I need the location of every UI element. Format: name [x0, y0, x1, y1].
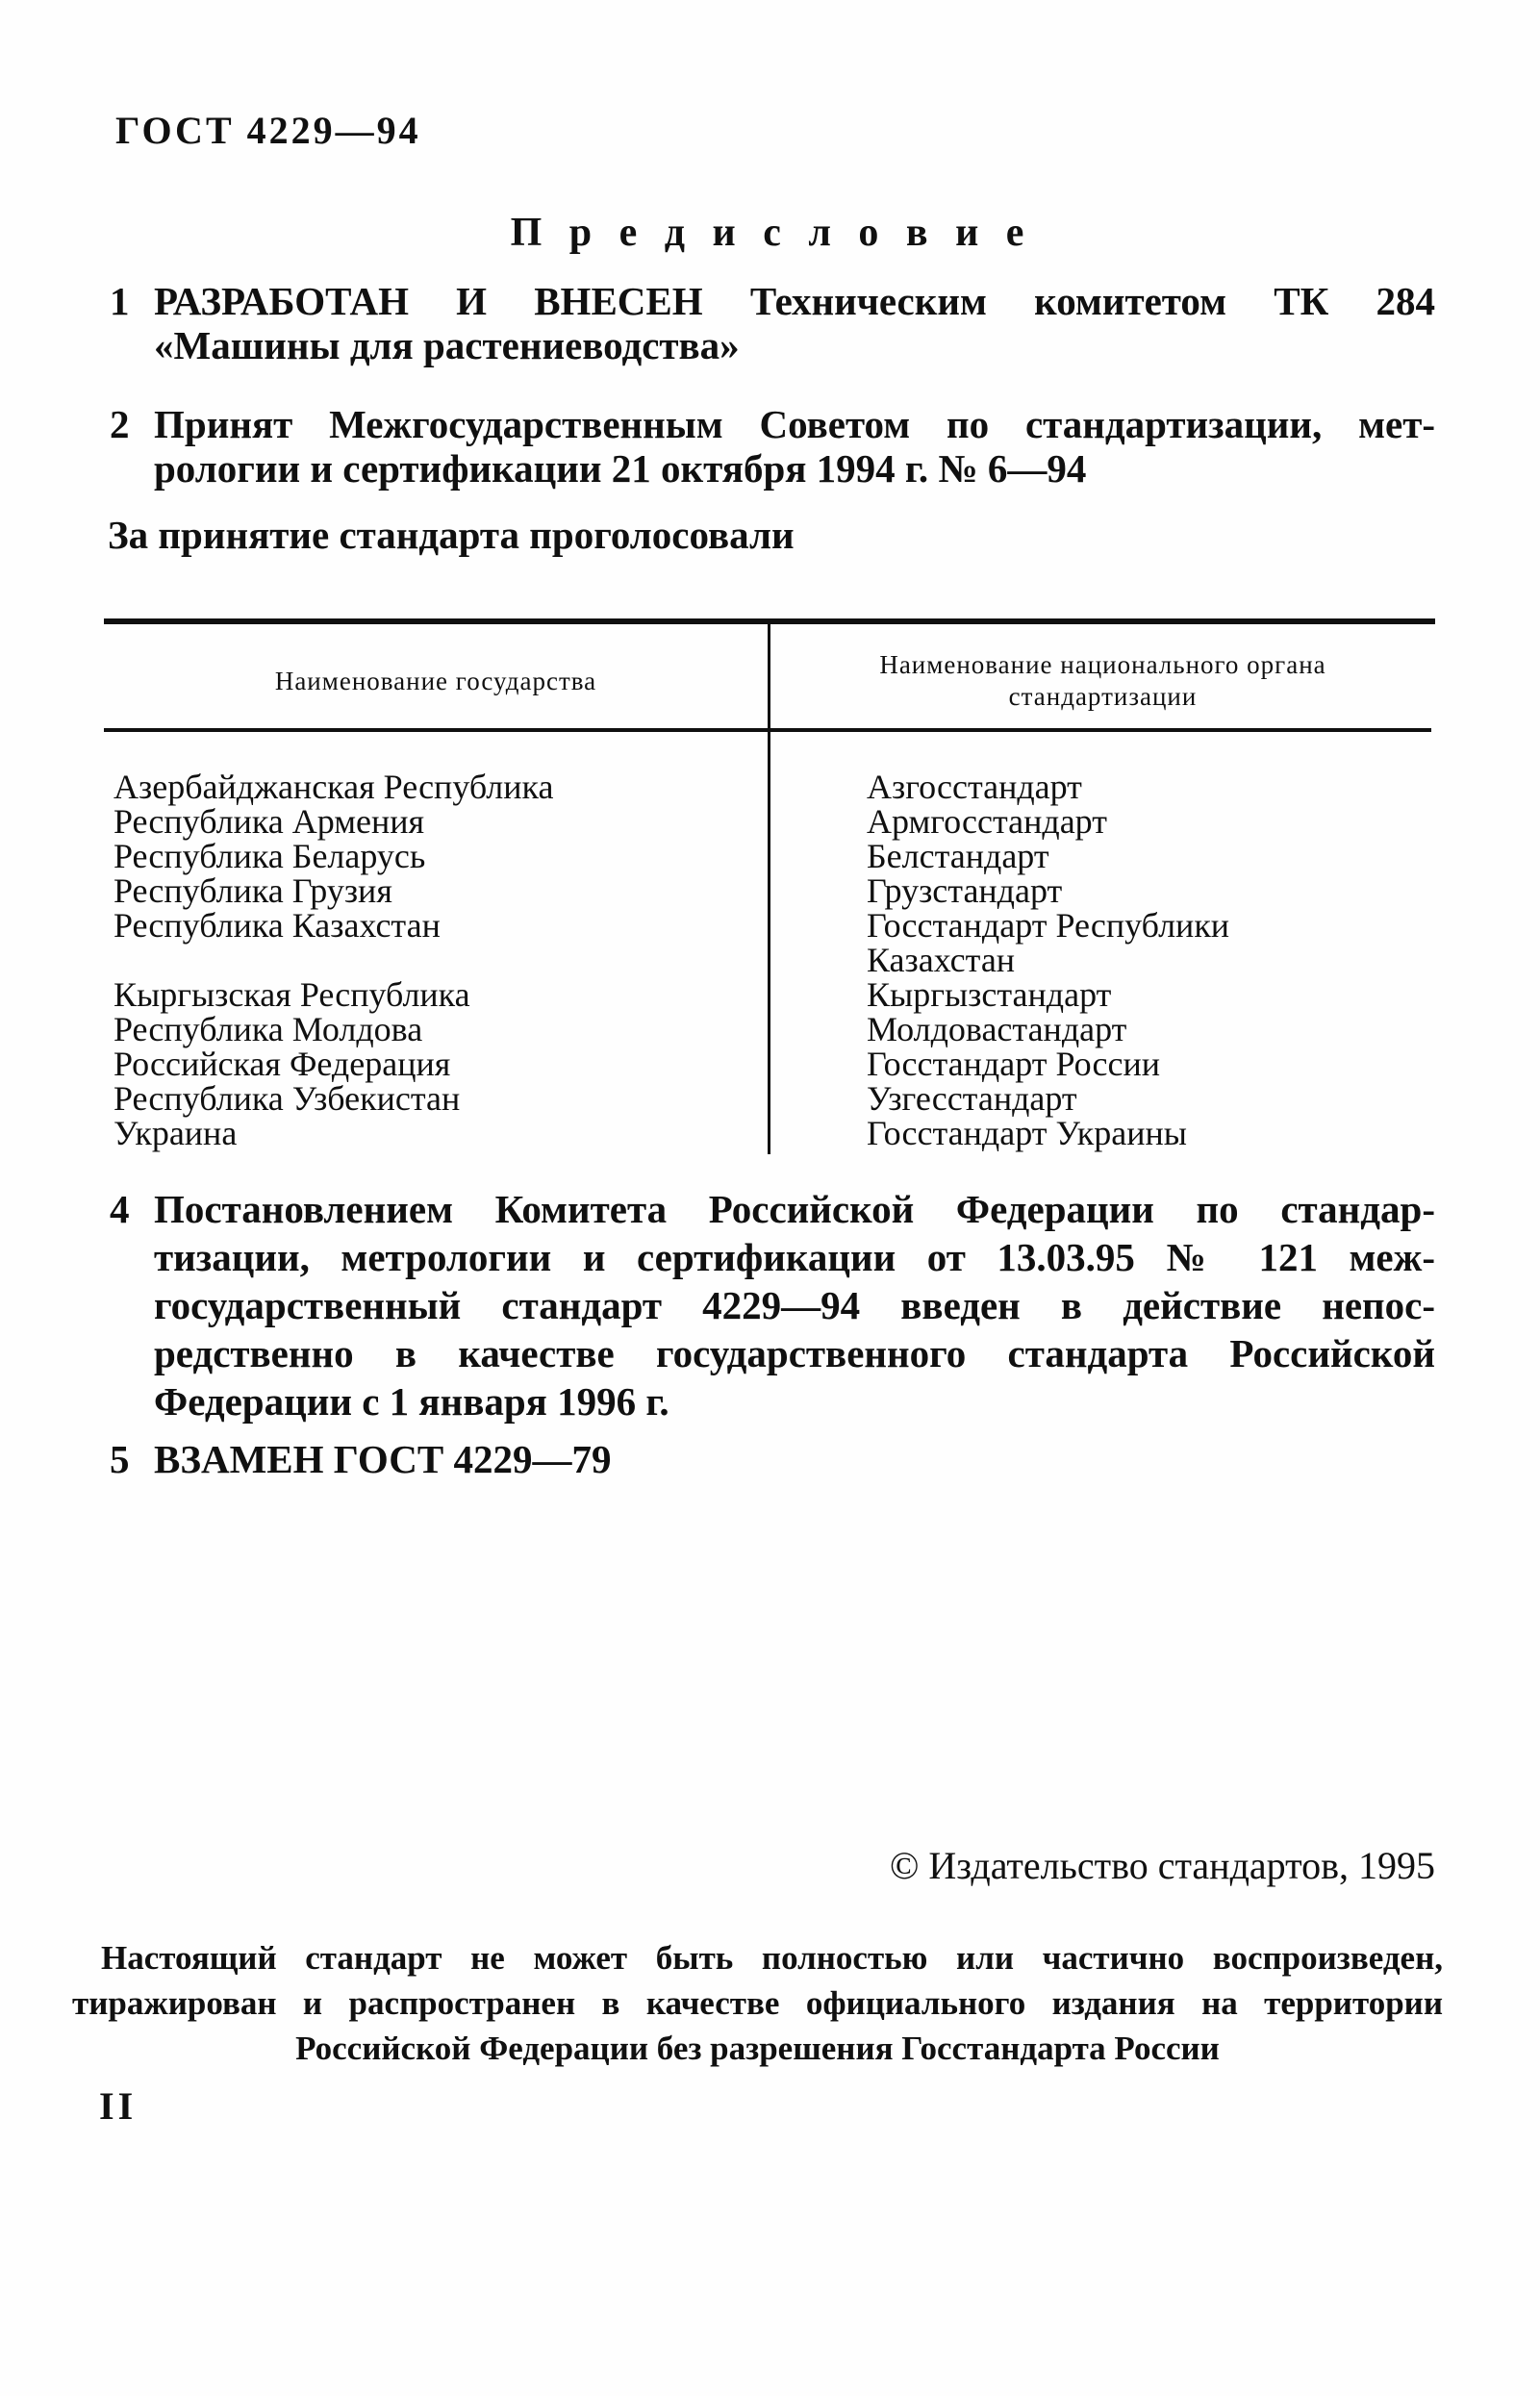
body-cell: Казахстан — [867, 941, 1016, 979]
country-cell: Украина — [114, 1114, 238, 1152]
item-number: 1 — [110, 279, 130, 323]
country-cell: Республика Казахстан — [114, 906, 441, 945]
table-header-body-line: Наименование национального органа — [879, 650, 1326, 679]
table-header-country: Наименование государства — [274, 667, 597, 695]
disclaimer-paragraph — [72, 1935, 1443, 2071]
country-cell: Российская Федерация — [114, 1045, 451, 1083]
country-cell: Республика Армения — [114, 802, 425, 841]
foreword-title: П р е д и с л о в и е — [510, 211, 1033, 255]
foreword-item-1 — [108, 279, 1435, 367]
country-cell — [104, 943, 769, 977]
table-row — [104, 804, 1435, 839]
country-cell: Республика Молдова — [114, 1010, 423, 1048]
item-line: редственно в качестве государственного стандарта Российской — [154, 1331, 1435, 1375]
body-cell: Молдовастандарт — [867, 1010, 1127, 1048]
body-cell: Белстандарт — [867, 837, 1049, 875]
body-cell: Госстандарт России — [867, 1045, 1160, 1083]
standards-table-body — [104, 769, 1435, 1150]
table-row — [104, 908, 1435, 943]
table-header-body-line: стандартизации — [1008, 682, 1198, 711]
foreword-item-5 — [108, 1437, 1435, 1481]
country-cell: Азербайджанская Республика — [114, 768, 554, 806]
table-row — [104, 1081, 1435, 1116]
item-line: рологии и сертификации 21 октября 1994 г. № 6—94 — [154, 446, 1087, 491]
body-cell: Грузстандарт — [867, 871, 1063, 910]
item-line: «Машины для растениеводства» — [154, 323, 740, 367]
disclaimer-line: тиражирован и распространен в качестве официального издания на территории — [72, 1984, 1443, 2022]
disclaimer-line: Настоящий стандарт не может быть полностью или частично воспроизведен, — [101, 1939, 1443, 1977]
body-cell: Госстандарт Республики — [867, 906, 1230, 945]
item-line: ВЗАМЕН ГОСТ 4229—79 — [154, 1437, 612, 1481]
table-row — [104, 873, 1435, 908]
body-cell: Госстандарт Украины — [867, 1114, 1187, 1152]
disclaimer-line: Российской Федерации без разрешения Госстандарта России — [295, 2030, 1220, 2067]
item-line: Федерации с 1 января 1996 г. — [154, 1379, 669, 1424]
voting-heading: За принятие стандарта проголосовали — [108, 513, 795, 557]
foreword-item-2 — [108, 402, 1435, 491]
item-line: РАЗРАБОТАН И ВНЕСЕН Техническим комитетом ТК 284 — [154, 279, 1435, 323]
table-header-body — [770, 643, 1435, 713]
copyright-line: © Издательство стандартов, 1995 — [889, 1844, 1435, 1887]
item-number: 4 — [110, 1187, 130, 1231]
item-line: тизации, метрологии и сертификации от 13.03.95 № 121 меж- — [154, 1235, 1435, 1279]
item-line: Постановлением Комитета Российской Федерации по стандар- — [154, 1187, 1435, 1231]
country-cell: Республика Беларусь — [114, 837, 426, 875]
country-cell: Республика Грузия — [114, 871, 392, 910]
body-cell: Узгесстандарт — [867, 1079, 1077, 1118]
body-cell: Армгосстандарт — [867, 802, 1107, 841]
item-number: 2 — [110, 402, 130, 446]
table-row — [104, 839, 1435, 873]
table-row — [104, 1116, 1435, 1150]
item-line: Принят Межгосударственным Советом по стандартизации, мет- — [154, 402, 1435, 446]
country-cell: Республика Узбекистан — [114, 1079, 461, 1118]
foreword-item-4 — [108, 1185, 1435, 1425]
body-cell: Азгосстандарт — [867, 768, 1082, 806]
doc-number: ГОСТ 4229—94 — [115, 109, 421, 152]
body-cell: Кыргызстандарт — [867, 975, 1112, 1014]
item-line: государственный стандарт 4229—94 введен в действие непос- — [154, 1283, 1435, 1327]
table-row — [104, 1012, 1435, 1047]
page-number: II — [99, 2084, 138, 2128]
item-number: 5 — [110, 1437, 130, 1481]
table-row — [104, 977, 1435, 1012]
country-cell: Кыргызская Республика — [114, 975, 470, 1014]
table-row — [104, 769, 1435, 804]
table-row — [104, 1047, 1435, 1081]
table-row — [104, 943, 1435, 977]
